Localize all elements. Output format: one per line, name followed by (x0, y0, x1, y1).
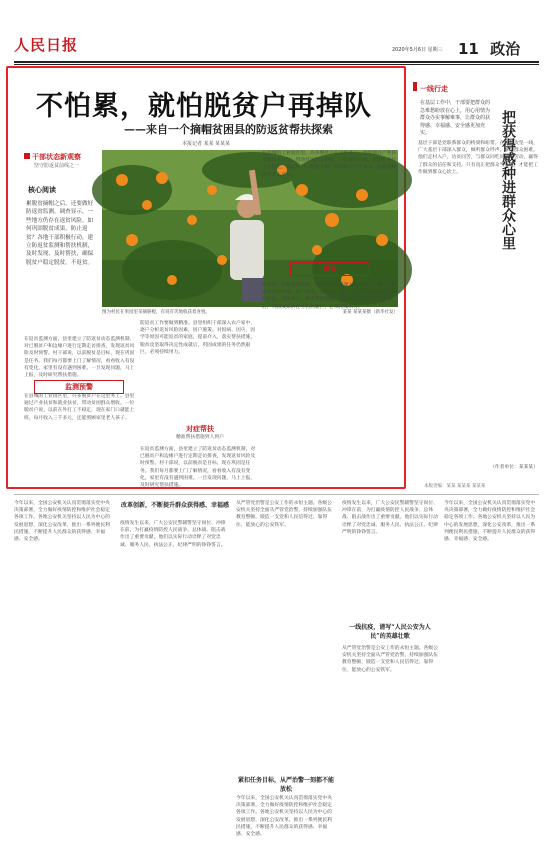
tag-marker-icon (24, 153, 30, 159)
right-column-title[interactable]: 把获得感种进群众心里 (500, 110, 516, 250)
page-credit: 本版责编：某某 某某某 某某某 (424, 484, 486, 489)
section-name: 政治 (490, 40, 521, 58)
section-divider (14, 494, 539, 495)
sidebar-text: 累脱贫摘帽之后，还要做好防返贫监测。调查显示，一些地方仍存在返贫风险。如何巩固脱贫成果，防止返贫？各地干部积极行动，建立防返贫监测和帮扶机制，及时发现、及时帮扶，确保脱贫户稳定脱贫，不返贫。 (26, 201, 94, 266)
issue-date: 2020年5月6日 星期三 (392, 47, 443, 53)
sidebar-tag: 干部状态新观察 (24, 152, 81, 162)
photo-credit: 某某 某某某摄（新华社发） (342, 310, 398, 315)
sidebar-title: 核心阅读 (28, 185, 56, 194)
sidebar-tag-sub: 坚守防返贫前线之一 (34, 163, 80, 169)
lower-column-1: 今年以来，全国公安机关认真贯彻落实党中央决策部署，全力做好疫情防控和维护社会稳定各项工作。各地公安机关坚持以人民为中心的发展思想，深化公安改革，推出一系列便民利民措施，不断提升人民群众的获得感、幸福感、安全感。 (14, 501, 110, 543)
right-column-label: 一线行走 (420, 85, 448, 93)
lower-subhead-1: 改革创新，不断提升群众获得感、幸福感 (120, 502, 229, 509)
subhead-funding: 筹集 (290, 262, 370, 276)
lower-subhead-2: 一线抗疫，谱写“人民公安为人民”的英雄壮歌 (349, 624, 431, 640)
page-number: 11 (458, 40, 479, 58)
lower-column-4b: 从严管党治警是公安工作的永恒主题。各级公安机关坚持全面从严管党治警，持续加强队伍教育整顿，锻造一支党和人民信得过、靠得住、能放心的公安铁军。 (342, 646, 438, 673)
newspaper-logo: 人民日报 (14, 36, 79, 54)
right-column-text: 基层干部是党联系群众的桥梁和纽带。在脱贫攻坚一线，广大基层干部深入群众，倾听群众呼声，解决群众困难。他们走村入户，访贫问苦，与群众同吃同住同劳动，赢得了群众的信任和支持。只有真正把群众当亲人，才能把工作做到群众心坎上。 (418, 141, 538, 175)
lower-column-5: 今年以来，全国公安机关认真贯彻落实党中央决策部署，全力做好疫情防控和维护社会稳定各项工作。各地公安机关坚持以人民为中心的发展思想，深化公安改革，推出一系列便民利民措施，不断提升人民群众的获得感、幸福感、安全感。 (444, 501, 536, 543)
body-column-3b: 防返贫工作要做到精准。县里组织干部深入农户家中，逐户分析返贫风险因素，因户施策。对因病、因灾、因学等原因可能返贫的家庭，提前介入，落实帮扶措施。脱贫攻坚取得决定性成就后，巩固成果的任务仍然艰巨，必须持续用力。 (262, 283, 397, 310)
subhead-monitor: 监测预警 (34, 380, 124, 394)
lower-column-2: 疫情发生以来，广大公安民警辅警坚守岗位、冲锋在前，为打赢疫情防控人民战争、总体战、阻击战作出了重要贡献。他们以实际行动诠释了对党忠诚、服务人民、执法公正、纪律严明的铮铮誓言。 (120, 521, 226, 548)
caption-text: 图为村民在果园里采摘脐橙，有说有笑地收获着喜悦。 (102, 310, 210, 315)
body-column-1: 在返贫监测方面，县里建立了防返贫动态监测机制，对已脱贫户和边缘户进行定期走访排查，发现返贫风险及时预警。村干部说，以前脱贫是目标，现在巩固是任务。我们每月都要上门了解情况，看看收入有没有变化，家里有没有遇到困难。一旦发现问题，马上上报，及时研究帮扶措施。 (24, 337, 135, 379)
masthead-rule-thin (14, 64, 539, 65)
right-column-lead: 在基层工作中，干部要把群众的急难愁盼放在心上，用心用情为群众办实事解难事，让群众的获得感、幸福感、安全感更加充实。 (420, 100, 491, 136)
lower-column-3: 从严管党治警是公安工作的永恒主题。各级公安机关坚持全面从严管党治警，持续加强队伍教育整顿，锻造一支党和人民信得过、靠得住、能放心的公安铁军。 (236, 501, 332, 528)
body-column-3: 在县城的工业园区里，许多脱贫户在这里务工。县里通过产业扶贫和就业扶贫，带动贫困群众增收。一位脱贫户说，以前在外打工不稳定，现在家门口就能上班，每月收入三千多元，还能照顾家里老人孩子。 (262, 151, 397, 178)
body-column-2b: 在返贫监测方面，县里建立了防返贫动态监测机制，对已脱贫户和边缘户进行定期走访排查，发现返贫风险及时预警。村干部说，以前脱贫是目标，现在巩固是任务。我们每月都要上门了解情况，看看收入有没有变化，家里有没有遇到困难。一旦发现问题，马上上报，及时研究帮扶措施。 (140, 447, 256, 489)
main-headline[interactable]: 不怕累，就怕脱贫户再掉队 (36, 91, 372, 122)
lower-column-4: 疫情发生以来，广大公安民警辅警坚守岗位、冲锋在前，为打赢疫情防控人民战争、总体战、阻击战作出了重要贡献。他们以实际行动诠释了对党忠诚、服务人民、执法公正、纪律严明的铮铮誓言。 (342, 501, 438, 535)
right-column-note: （作者单位：某某某） (490, 465, 538, 470)
lower-subhead-3: 紧扣任务目标，从严治警一刻都不能放松 (237, 777, 334, 793)
body-column-2: 防返贫工作要做到精准。县里组织干部深入农户家中，逐户分析返贫风险因素，因户施策。对因病、因灾、因学等原因可能返贫的家庭，提前介入，落实帮扶措施。脱贫攻坚取得决定性成就后，巩固成果的任务仍然艰巨，必须持续用力。 (140, 321, 256, 355)
subhead-support-sub: 精准帮扶措施到人到户 (176, 435, 224, 440)
lower-column-3b: 今年以来，全国公安机关认真贯彻落实党中央决策部署，全力做好疫情防控和维护社会稳定各项工作。各地公安机关坚持以人民为中心的发展思想，深化公安改革，推出一系列便民利民措施，不断提升人民群众的获得感、幸福感、安全感。 (236, 796, 332, 838)
body-column-1b: 在县城的工业园区里，许多脱贫户在这里务工。县里通过产业扶贫和就业扶贫，带动贫困群众增收。一位脱贫户说，以前在外打工不稳定，现在家门口就能上班，每月收入三千多元，还能照顾家里老人孩子。 (24, 394, 135, 421)
main-subtitle: ——来自一个摘帽贫困县的防返贫帮扶探索 (124, 123, 333, 136)
subhead-support: 对症帮扶 (186, 424, 214, 433)
page-header (458, 38, 520, 59)
masthead-rule (14, 61, 539, 63)
byline: 本报记者 某某 某某某 (182, 141, 231, 147)
right-label-marker-icon (413, 82, 417, 91)
